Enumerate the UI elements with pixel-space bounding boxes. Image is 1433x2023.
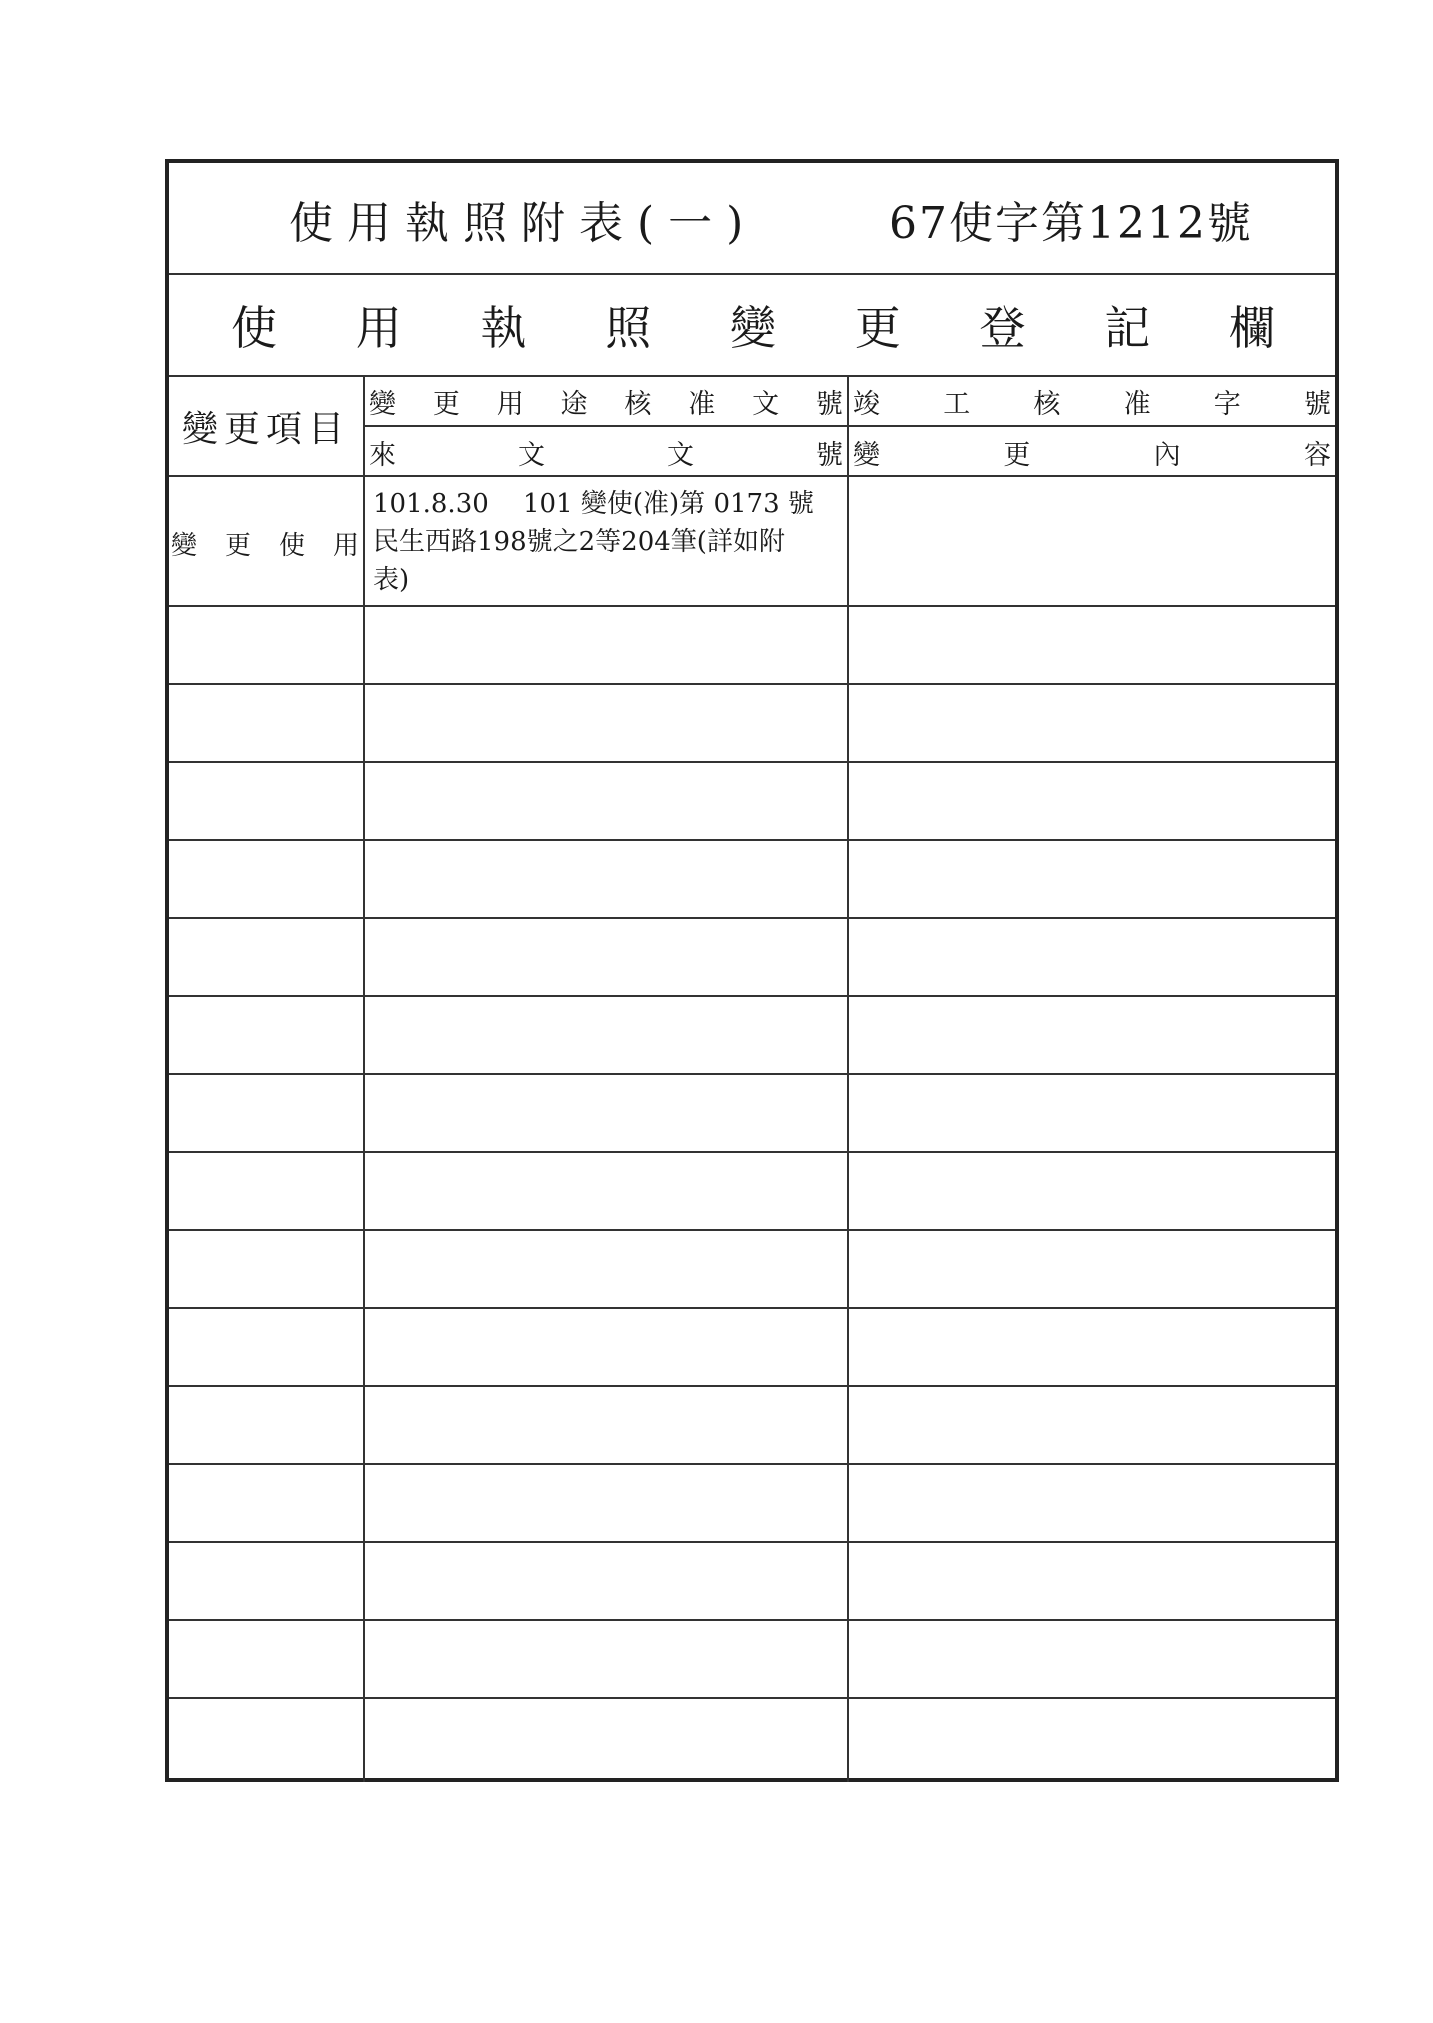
- table-row: [169, 1231, 1335, 1309]
- table-row: [169, 919, 1335, 997]
- item-char: 用: [332, 531, 359, 561]
- table-row: [169, 1309, 1335, 1387]
- entry-text: [373, 485, 814, 599]
- heading-char: 登: [979, 301, 1026, 355]
- header-change-item: [169, 377, 365, 477]
- table-row: [169, 1465, 1335, 1543]
- header-char: 工: [943, 388, 971, 420]
- change-item-label: [171, 525, 359, 562]
- header-change-content: [849, 427, 1335, 477]
- header-middle: [365, 377, 849, 477]
- table-row: [169, 1075, 1335, 1153]
- entry-date: 101.8.30: [373, 489, 489, 519]
- header-right: [849, 377, 1335, 477]
- table-row: [169, 1543, 1335, 1621]
- header-char: 更: [432, 388, 460, 420]
- header-char: 核: [1033, 388, 1061, 420]
- header-approval-no: [365, 377, 847, 427]
- header-char: 來: [369, 439, 396, 471]
- header-char: 更: [1003, 439, 1031, 471]
- table-row: [169, 1621, 1335, 1699]
- header-char: 變: [369, 388, 396, 420]
- item-char: 使: [278, 531, 305, 561]
- heading-char: 欄: [1229, 301, 1275, 355]
- header-char: 內: [1153, 439, 1181, 471]
- heading-char: 用: [355, 301, 402, 355]
- header-char: 號: [816, 439, 843, 471]
- title-row: [169, 163, 1335, 275]
- header-char: 准: [1123, 388, 1151, 420]
- header-char: 竣: [853, 388, 880, 420]
- heading-char: 更: [854, 301, 901, 355]
- header-char: 文: [518, 439, 545, 471]
- heading-char: 使: [231, 301, 277, 355]
- header-document-no: [365, 427, 847, 477]
- document-cell: [365, 477, 849, 605]
- change-item-cell: [169, 477, 365, 605]
- table-row: [169, 685, 1335, 763]
- heading-char: 變: [730, 301, 776, 355]
- header-char: 途: [560, 388, 588, 420]
- header-char: 號: [1303, 388, 1331, 420]
- heading-char: 照: [605, 301, 652, 355]
- table-row: [169, 1153, 1335, 1231]
- header-change-item-label: 變更項目: [181, 408, 350, 450]
- table-row: [169, 997, 1335, 1075]
- table-row: [169, 841, 1335, 919]
- table-body: [169, 477, 1335, 1782]
- table-row: [169, 1699, 1335, 1782]
- section-heading: [169, 275, 1335, 377]
- header-char: 核: [624, 388, 652, 420]
- content-cell: [849, 477, 1335, 605]
- table-row: [169, 763, 1335, 841]
- form-title: 使用執照附表(一): [289, 198, 758, 249]
- entry-address: 民生西路198號之2等204筆(詳如附: [373, 527, 785, 557]
- table-row: [169, 477, 1335, 607]
- header-char: 用: [496, 388, 524, 420]
- header-char: 變: [853, 439, 880, 471]
- heading-char: 執: [480, 301, 527, 355]
- entry-address-cont: 表): [373, 565, 410, 595]
- item-char: 更: [224, 531, 251, 561]
- header-completion-no: [849, 377, 1335, 427]
- heading-char: 記: [1104, 301, 1151, 355]
- header-char: 准: [688, 388, 716, 420]
- header-char: 字: [1213, 388, 1241, 420]
- license-number: 67使字第1212號: [889, 198, 1253, 249]
- header-char: 號: [815, 388, 843, 420]
- entry-approval: 101 變使(准)第 0173 號: [523, 489, 814, 519]
- header-char: 文: [752, 388, 780, 420]
- table-row: [169, 1387, 1335, 1465]
- header-char: 容: [1303, 439, 1331, 471]
- table-row: [169, 607, 1335, 685]
- license-form: [165, 159, 1339, 1782]
- header-char: 文: [667, 439, 694, 471]
- item-char: 變: [171, 531, 198, 561]
